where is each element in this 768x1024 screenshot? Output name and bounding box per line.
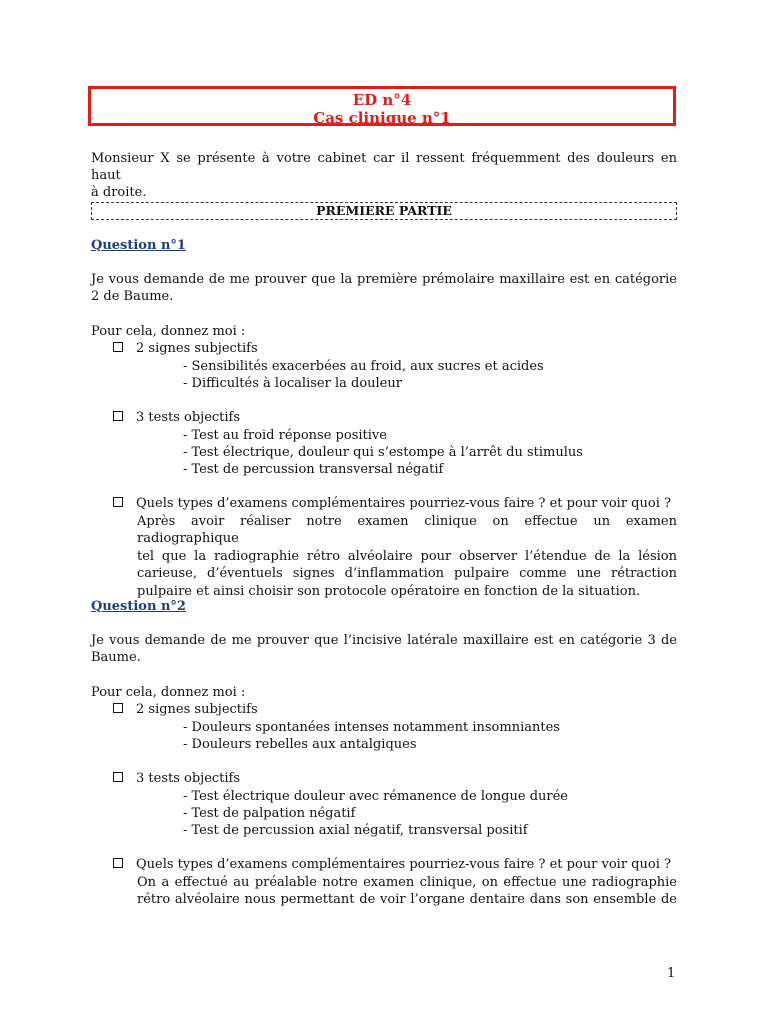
q2-exam-answer (137, 874, 677, 909)
list-item: - Difficultés à localiser la douleur (183, 376, 402, 391)
list-item: - Douleurs spontanées intenses notamment insomniantes (183, 720, 560, 735)
prompt-line: Je vous demande de me prouver que la première prémolaire maxillaire est en catégorie (91, 272, 677, 287)
answer-line: On a effectué au préalable notre examen clinique, on effectue une radiographie (137, 875, 677, 890)
prompt-line: Je vous demande de me prouver que l’incisive latérale maxillaire est en catégorie 3 de (91, 633, 677, 648)
question-1-prompt (91, 271, 677, 305)
list-item: - Test électrique, douleur qui s’estompe à l’arrêt du stimulus (183, 445, 583, 460)
answer-line: carieuse, d’éventuels signes d’inflammation pulpaire comme une rétraction (137, 566, 677, 582)
q1-subjective-label: 2 signes subjectifs (136, 341, 258, 356)
q1-exam-label: Quels types d’examens complémentaires pourriez-vous faire ? et pour voir quoi ? (136, 496, 671, 511)
question-1-title: Question n°1 (91, 238, 186, 253)
q1-objective-item (113, 409, 240, 426)
prompt-line: 2 de Baume. (91, 289, 174, 304)
list-item: - Douleurs rebelles aux antalgiques (183, 737, 417, 752)
checkbox-icon (113, 497, 123, 507)
prompt-line: Baume. (91, 650, 141, 665)
answer-line: tel que la radiographie rétro alvéolaire pour observer l’étendue de la lésion (137, 548, 677, 564)
q2-subjective-label: 2 signes subjectifs (136, 702, 258, 717)
q1-exam-answer (137, 513, 677, 600)
list-item: - Test de palpation négatif (183, 806, 356, 821)
list-item: - Test de percussion transversal négatif (183, 462, 444, 477)
question-1-ask: Pour cela, donnez moi : (91, 324, 246, 339)
checkbox-icon (113, 772, 123, 782)
intro-paragraph (91, 150, 677, 201)
checkbox-icon (113, 703, 123, 713)
question-2-prompt (91, 632, 677, 666)
q1-exam-item (113, 495, 671, 512)
checkbox-icon (113, 858, 123, 868)
list-item: - Test de percussion axial négatif, transversal positif (183, 823, 528, 838)
answer-line: pulpaire et ainsi choisir son protocole opératoire en fonction de la situation. (137, 583, 641, 599)
q2-objective-item (113, 770, 240, 787)
q1-subjective-item (113, 340, 258, 357)
list-item: - Sensibilités exacerbées au froid, aux sucres et acides (183, 359, 544, 374)
question-2-title: Question n°2 (91, 599, 186, 614)
checkbox-icon (113, 342, 123, 352)
q1-objective-label: 3 tests objectifs (136, 410, 241, 425)
q2-subjective-item (113, 701, 258, 718)
question-2-ask: Pour cela, donnez moi : (91, 685, 246, 700)
q2-exam-item (113, 856, 671, 873)
answer-line: rétro alvéolaire nous permettant de voir l’organe dentaire dans son ensemble de (137, 892, 677, 908)
answer-line: Après avoir réaliser notre examen clinique on effectue un examen radiographique (137, 514, 677, 547)
document-title: ED n°4 (352, 91, 412, 109)
list-item: - Test électrique douleur avec rémanence de longue durée (183, 789, 568, 804)
document-subtitle: Cas clinique n°1 (313, 109, 451, 127)
section-header: PREMIERE PARTIE (91, 202, 677, 220)
intro-line: à droite. (91, 185, 147, 200)
title-box (88, 86, 676, 126)
intro-line: Monsieur X se présente à votre cabinet car il ressent fréquemment des douleurs en haut (91, 151, 677, 183)
checkbox-icon (113, 411, 123, 421)
q2-objective-label: 3 tests objectifs (136, 771, 241, 786)
list-item: - Test au froid réponse positive (183, 428, 387, 443)
page-number: 1 (667, 966, 676, 981)
q2-exam-label: Quels types d’examens complémentaires pourriez-vous faire ? et pour voir quoi ? (136, 857, 671, 872)
